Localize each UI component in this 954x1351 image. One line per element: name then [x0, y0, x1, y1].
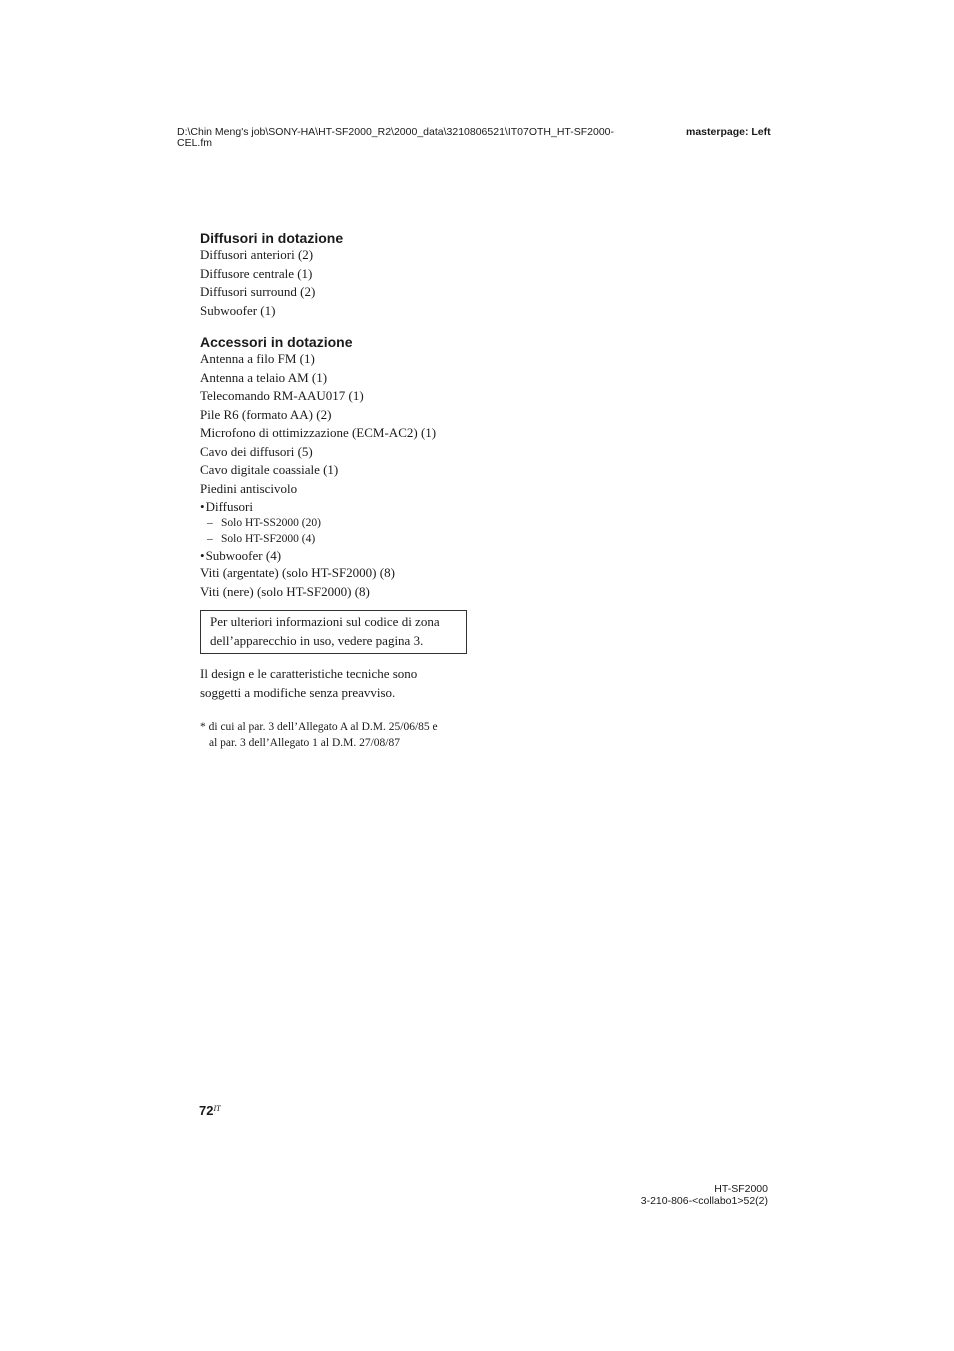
sub-item-label: Solo HT-SS2000 (20): [221, 517, 321, 529]
list-item: Piedini antiscivolo: [200, 480, 298, 496]
footnote-line: * di cui al par. 3 dell’Allegato A al D.M. 25/06/85 e: [200, 721, 438, 733]
list-item: Antenna a filo FM (1): [200, 351, 315, 366]
area-code-note-box: [200, 610, 467, 654]
list-item: Antenna a telaio AM (1): [200, 369, 328, 385]
list-item: Diffusore centrale (1): [200, 265, 313, 281]
accessories-list: [200, 350, 480, 498]
feet-breakdown: [200, 498, 480, 564]
file-path-header: D:\Chin Meng's job\SONY-HA\HT-SF2000_R2\2000_data\3210806521\IT07OTH_HT-SF2000- CEL.fm: [177, 126, 615, 149]
list-item: Microfono di ottimizzazione (ECM-AC2) (1): [200, 425, 437, 440]
language-code: IT: [213, 1104, 221, 1113]
note-line: Per ulteriori informazioni sul codice di zona: [210, 614, 440, 629]
screws-list: [200, 564, 480, 601]
speakers-title: Diffusori in dotazione: [200, 230, 344, 246]
disclaimer-line: Il design e le caratteristiche tecniche sono: [200, 666, 418, 681]
list-item: Diffusori anteriori (2): [200, 247, 314, 262]
list-item: Telecomando RM-AAU017 (1): [200, 388, 364, 403]
footnote-line: al par. 3 dell’Allegato 1 al D.M. 27/08/87: [209, 737, 400, 749]
list-item: Cavo dei diffusori (5): [200, 443, 313, 459]
disclaimer-line: soggetti a modifiche senza preavviso.: [200, 684, 396, 700]
list-item: Viti (argentate) (solo HT-SF2000) (8): [200, 565, 395, 580]
list-item: Subwoofer (1): [200, 302, 276, 318]
accessories-section: [200, 334, 480, 601]
bullet-icon: •: [200, 548, 205, 563]
bullet-label: Diffusori: [205, 499, 253, 514]
bullet-icon: •: [200, 499, 205, 514]
footer-model: HT-SF2000: [714, 1183, 768, 1195]
dash-icon: –: [207, 533, 213, 545]
footer-code: 3-210-806-<collabo1>52(2): [640, 1195, 768, 1207]
bullet-item-subwoofer: [200, 547, 480, 564]
masterpage-label: masterpage: Left: [686, 126, 771, 138]
page-number-value: 72: [199, 1103, 214, 1118]
list-item: Viti (nere) (solo HT-SF2000) (8): [200, 583, 370, 599]
accessories-title: Accessori in dotazione: [200, 334, 353, 350]
list-item: Diffusori surround (2): [200, 284, 316, 299]
bullet-item-speakers: [200, 498, 480, 515]
sub-item: [200, 515, 480, 531]
list-item: Pile R6 (formato AA) (2): [200, 406, 332, 422]
note-line: dell’apparecchio in uso, vedere pagina 3.: [210, 632, 424, 648]
specifications-disclaimer: [200, 665, 470, 702]
dash-icon: –: [207, 517, 213, 529]
speakers-section: [200, 230, 480, 320]
speakers-list: [200, 246, 480, 320]
main-content: [200, 230, 480, 751]
bullet-label: Subwoofer (4): [205, 548, 282, 563]
sub-item-label: Solo HT-SF2000 (4): [221, 533, 316, 545]
footnote: [200, 719, 470, 751]
sub-item: [200, 531, 480, 547]
footer-model-info: [641, 1183, 768, 1207]
list-item: Cavo digitale coassiale (1): [200, 462, 339, 477]
page-number: [199, 1103, 221, 1118]
